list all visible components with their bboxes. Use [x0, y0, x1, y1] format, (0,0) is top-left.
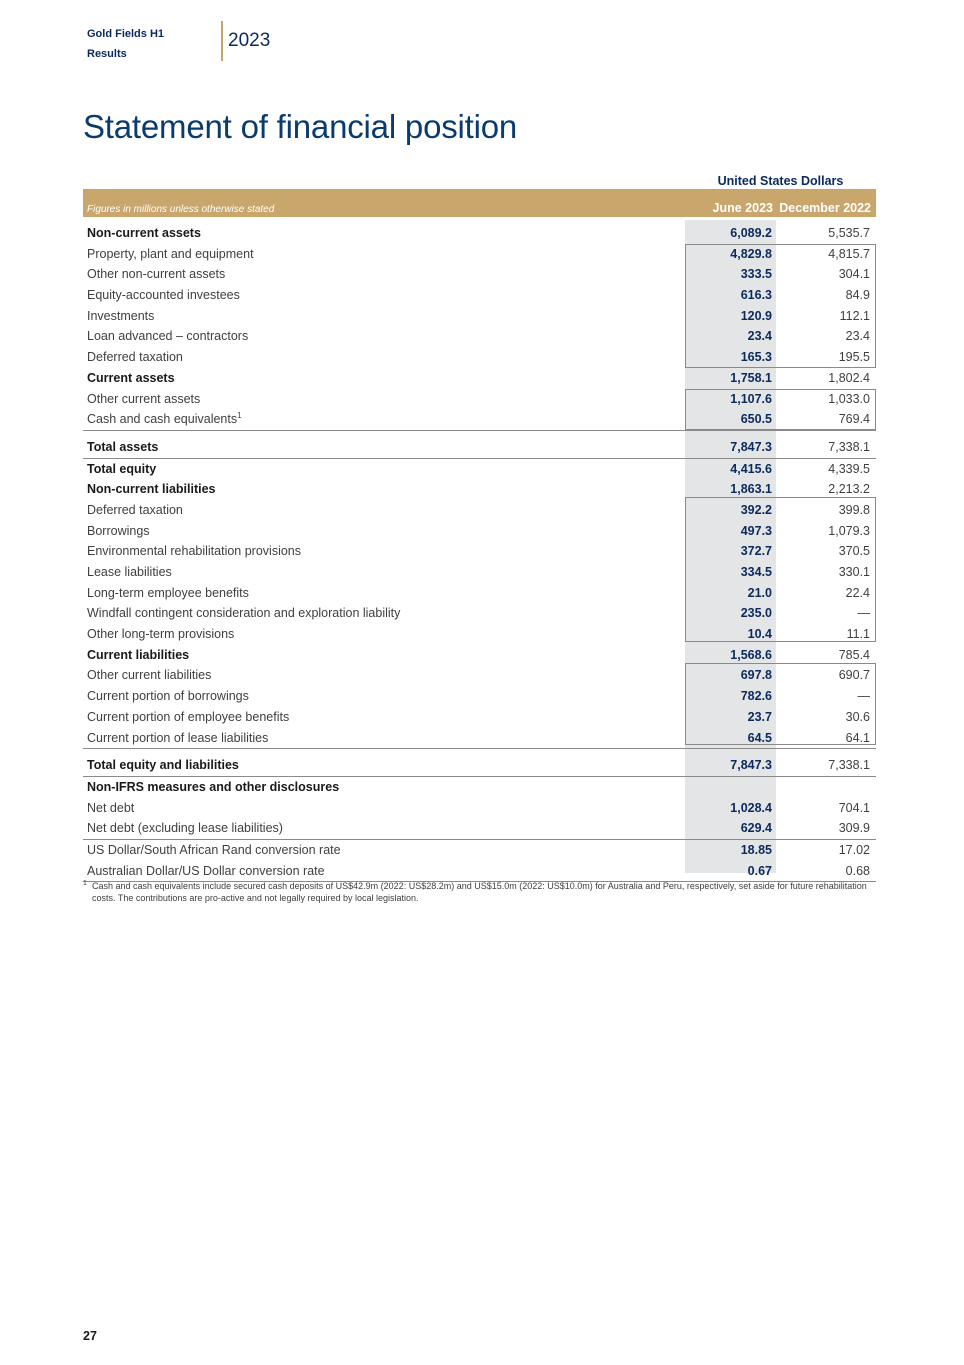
table-row: [83, 686, 876, 707]
value-june-2023: 0.67: [747, 863, 772, 878]
value-june-2023: 165.3: [740, 350, 772, 365]
table-row: [83, 521, 876, 542]
table-row: [83, 306, 876, 327]
value-june-2023: 697.8: [740, 668, 772, 683]
column-header-june-2023: June 2023: [712, 201, 773, 215]
row-label: Equity-accounted investees: [87, 288, 240, 303]
value-december-2022: 7,338.1: [828, 758, 870, 773]
table-body: [83, 223, 876, 882]
value-december-2022: 690.7: [838, 668, 870, 683]
value-december-2022: 704.1: [838, 800, 870, 815]
row-label: Non-current assets: [87, 226, 201, 240]
value-june-2023: 1,568.6: [730, 647, 772, 662]
row-label: Total equity and liabilities: [87, 758, 239, 773]
table-row: [83, 244, 876, 265]
table-row: [83, 645, 876, 666]
value-june-2023: 235.0: [740, 606, 772, 621]
table-row-total: [83, 437, 876, 459]
table-row: [83, 665, 876, 686]
row-label: Net debt: [87, 800, 135, 815]
value-december-2022: 195.5: [838, 350, 870, 365]
value-june-2023: 7,847.3: [730, 439, 772, 454]
table-row: [83, 479, 876, 500]
value-december-2022: 330.1: [838, 565, 870, 579]
row-label: Non-IFRS measures and other disclosures: [87, 779, 340, 794]
value-june-2023: 21.0: [747, 585, 772, 600]
table-row: [83, 840, 876, 861]
row-label: Windfall contingent consideration and exploration liability: [87, 606, 401, 621]
table-row: [83, 459, 876, 480]
row-label: Current assets: [87, 370, 175, 385]
value-june-2023: 616.3: [740, 288, 772, 303]
value-june-2023: 1,107.6: [730, 391, 772, 406]
value-june-2023: 650.5: [740, 412, 772, 427]
row-label-text: Cash and cash equivalents: [87, 412, 238, 427]
table-row: [83, 818, 876, 840]
value-december-2022: 84.9: [845, 288, 870, 303]
footnote-text: Cash and cash equivalents include secured cash deposits of US$42.9m (2022: US$28.2m) and US$15.0m (2022: US$10.0m) for Australia and Peru, respectively, set aside for future rehabilitation costs. The contributions are pro-active and not legally required by local legislation.: [92, 881, 867, 903]
value-december-2022: 30.6: [845, 709, 870, 724]
value-december-2022: 785.4: [838, 647, 870, 662]
row-label: Other non-current assets: [87, 267, 226, 282]
header-divider: [221, 21, 223, 61]
brand-line-1: Gold Fields H1: [87, 28, 165, 40]
value-december-2022: 7,338.1: [828, 439, 870, 454]
table-row: [83, 624, 876, 645]
row-label: Current portion of borrowings: [87, 689, 249, 704]
table-row: [83, 223, 876, 244]
value-december-2022: 112.1: [839, 308, 870, 323]
value-december-2022: 769.4: [838, 412, 870, 427]
value-december-2022: 11.1: [846, 627, 870, 642]
row-label: US Dollar/South African Rand conversion rate: [87, 842, 341, 857]
value-june-2023: 23.7: [747, 709, 772, 724]
value-june-2023: 64.5: [747, 730, 772, 745]
page-number: 27: [83, 1329, 97, 1343]
table-row: [83, 798, 876, 819]
value-june-2023: 120.9: [740, 308, 772, 323]
row-label: Non-current liabilities: [87, 482, 216, 497]
table-row: [83, 347, 876, 368]
row-label: Total equity: [87, 461, 157, 476]
row-label: Borrowings: [87, 523, 150, 538]
header-year: 2023: [228, 30, 271, 51]
value-december-2022: 64.1: [845, 730, 870, 745]
row-label: Long-term employee benefits: [87, 585, 249, 600]
value-december-2022: 1,802.4: [828, 370, 870, 385]
footnote-reference: 1: [237, 411, 242, 421]
row-label: Other current assets: [87, 391, 201, 406]
value-june-2023: 23.4: [747, 329, 772, 344]
table-row-section: [83, 777, 876, 798]
value-december-2022: 2,213.2: [828, 482, 870, 497]
value-june-2023: 4,415.6: [730, 461, 772, 476]
table-row: [83, 562, 876, 583]
value-december-2022: 304.1: [838, 267, 870, 282]
value-december-2022: 17.02: [838, 842, 870, 857]
value-december-2022: 4,339.5: [828, 461, 870, 476]
value-june-2023: 10.4: [747, 627, 772, 642]
value-december-2022: 5,535.7: [828, 226, 870, 240]
row-label: Deferred taxation: [87, 502, 183, 517]
value-june-2023: 782.6: [740, 689, 772, 704]
table-row: [83, 285, 876, 306]
value-june-2023: 392.2: [740, 502, 772, 517]
value-june-2023: 333.5: [740, 267, 772, 282]
column-header-december-2022: December 2022: [779, 201, 871, 215]
header-brand: [87, 24, 164, 64]
value-june-2023: 629.4: [740, 821, 772, 836]
value-december-2022: —: [857, 689, 870, 704]
value-december-2022: 399.8: [838, 502, 870, 517]
row-label: Lease liabilities: [87, 565, 172, 579]
page-title: Statement of financial position: [83, 108, 518, 145]
table-row: [83, 389, 876, 410]
table-row: [83, 409, 876, 431]
value-december-2022: 309.9: [838, 821, 870, 836]
table-row: [83, 603, 876, 624]
footnote-marker: 1: [83, 880, 87, 887]
footnote: [83, 880, 883, 904]
value-june-2023: 334.5: [740, 565, 772, 579]
value-june-2023: 6,089.2: [730, 226, 772, 240]
value-december-2022: 1,033.0: [828, 391, 870, 406]
value-december-2022: 0.68: [845, 863, 870, 878]
value-december-2022: 23.4: [845, 329, 870, 344]
currency-label: United States Dollars: [717, 174, 844, 188]
value-december-2022: —: [857, 606, 870, 621]
figures-note: Figures in millions unless otherwise stated: [87, 204, 275, 215]
value-december-2022: 4,815.7: [828, 246, 870, 261]
value-december-2022: 1,079.3: [828, 523, 870, 538]
brand-line-2: Results: [87, 48, 127, 60]
table-row: [83, 707, 876, 728]
value-june-2023: 18.85: [740, 842, 772, 857]
value-june-2023: 4,829.8: [730, 246, 772, 261]
row-label: Australian Dollar/US Dollar conversion rate: [87, 863, 325, 878]
table-row: [83, 541, 876, 562]
row-label: Total assets: [87, 439, 159, 454]
row-label: Current portion of employee benefits: [87, 709, 290, 724]
row-label: Deferred taxation: [87, 350, 183, 365]
row-label: Other long-term provisions: [87, 627, 235, 642]
value-june-2023: 372.7: [740, 544, 772, 559]
row-label: Other current liabilities: [87, 668, 212, 683]
table-row: [83, 264, 876, 285]
row-label: Investments: [87, 308, 155, 323]
table-row: [83, 500, 876, 521]
value-december-2022: 22.4: [845, 585, 870, 600]
row-label: Current portion of lease liabilities: [87, 730, 269, 745]
table-header: [83, 189, 876, 217]
value-june-2023: 7,847.3: [730, 758, 772, 773]
value-june-2023: 1,028.4: [730, 800, 772, 815]
row-label: [87, 409, 242, 430]
row-label: Current liabilities: [87, 647, 190, 662]
value-june-2023: 1,863.1: [730, 482, 772, 497]
table-row: [83, 728, 876, 750]
value-june-2023: 1,758.1: [730, 370, 772, 385]
table-row: [83, 583, 876, 604]
value-december-2022: 370.5: [838, 544, 870, 559]
table-row-total: [83, 755, 876, 777]
row-label: Property, plant and equipment: [87, 246, 254, 261]
row-label: Loan advanced – contractors: [87, 329, 249, 344]
row-label: Net debt (excluding lease liabilities): [87, 821, 283, 836]
table-row: [83, 368, 876, 389]
table-row: [83, 326, 876, 347]
value-june-2023: 497.3: [740, 523, 772, 538]
row-label: Environmental rehabilitation provisions: [87, 544, 302, 559]
